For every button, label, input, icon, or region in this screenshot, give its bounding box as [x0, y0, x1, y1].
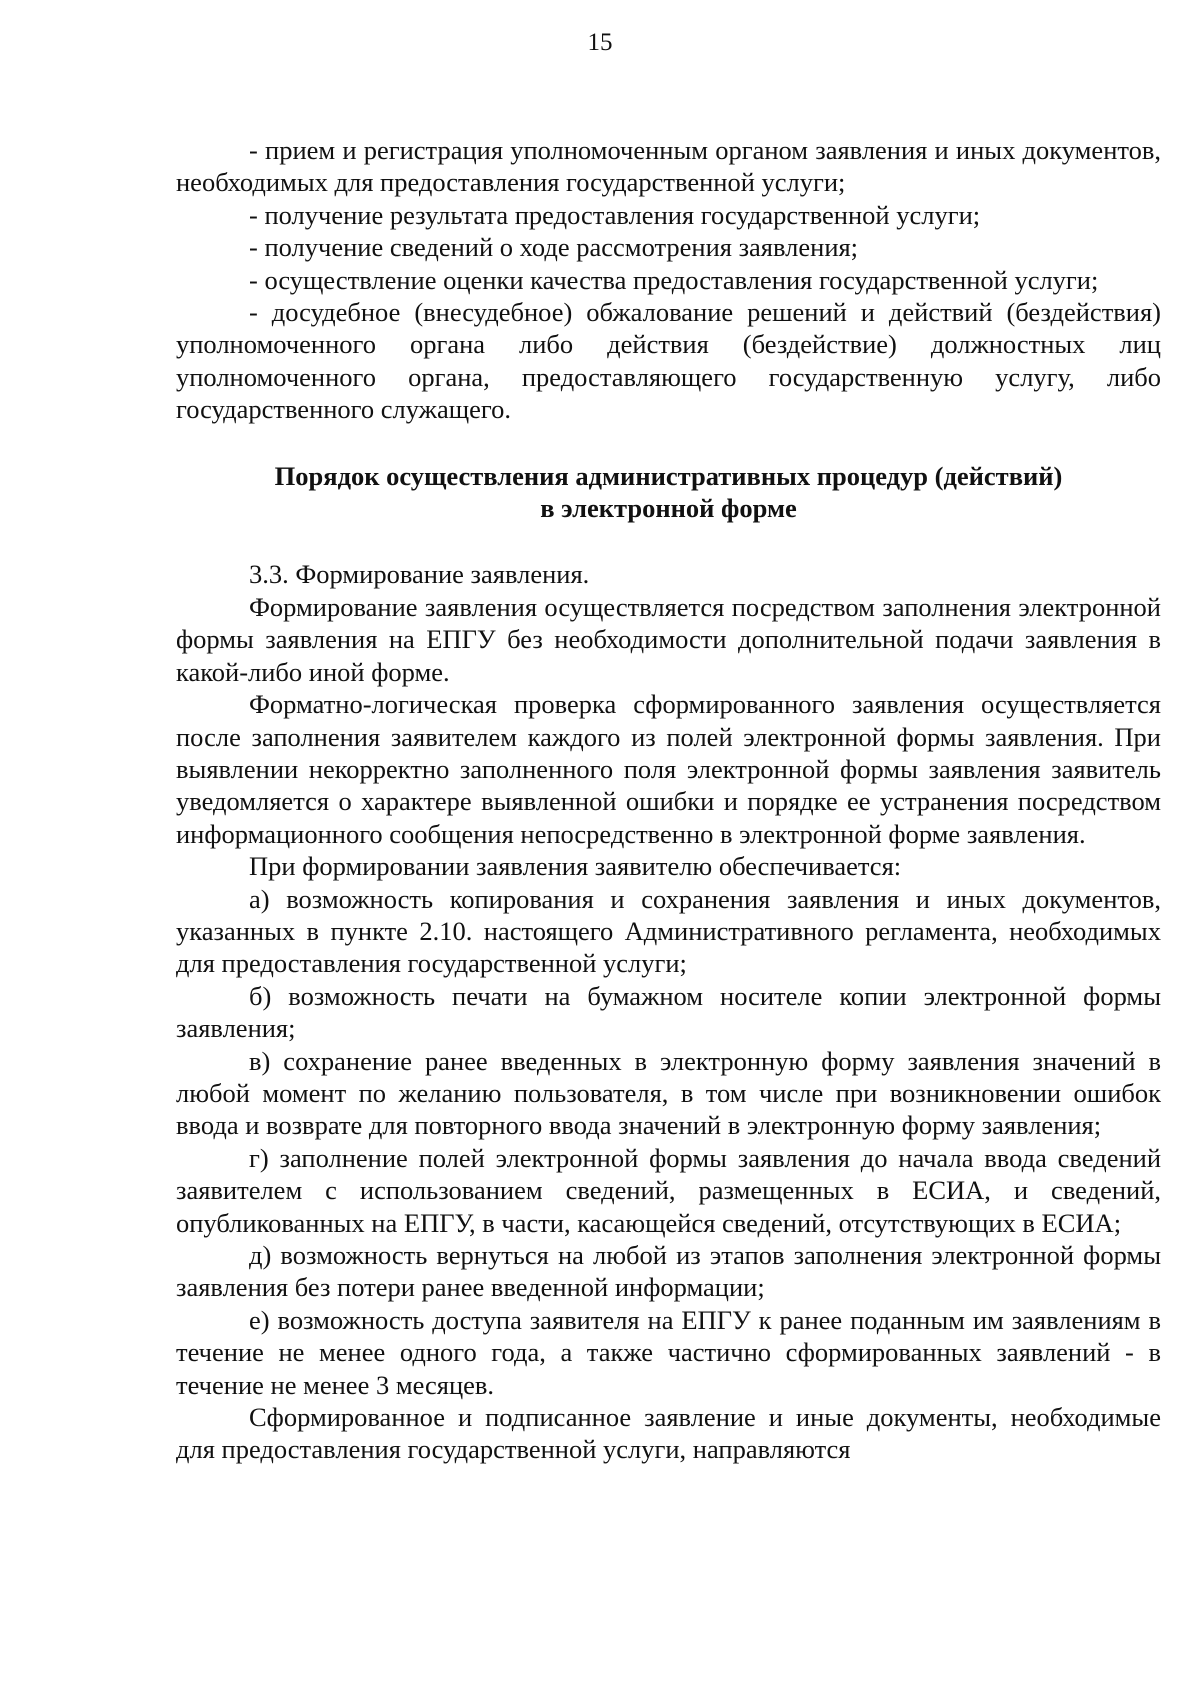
subsection-title: 3.3. Формирование заявления. [249, 559, 590, 590]
section-heading-line-1: Порядок осуществления административных процедур (действий) [274, 460, 1063, 491]
list-item: б) возможность печати на бумажном носителе копии электронной формы заявления; [176, 980, 1161, 1044]
list-item: в) сохранение ранее введенных в электронную форму заявления значений в любой момент по желанию пользователя, в том числе при возникновении ошибок ввода и возврате для повторного ввода значений в электронную форму заявления; [176, 1045, 1161, 1141]
paragraph: - прием и регистрация уполномоченным органом заявления и иных документов, необходимых для предоставления государственной услуги; [176, 135, 1161, 198]
list-item: е) возможность доступа заявителя на ЕПГУ к ранее поданным им заявлениям в течение не менее одного года, а также частично сформированных заявлений - в течение не менее 3 месяцев. [176, 1304, 1161, 1400]
paragraph: Форматно-логическая проверка сформированного заявления осуществляется после заполнения заявителем каждого из полей электронной формы заявления. При выявлении некорректно заполненного поля электронной формы заявления заявитель уведомляется о характере выявленной ошибки и порядке ее устранения посредством информационного сообщения непосредственно в электронной форме заявления. [176, 689, 1161, 849]
paragraph: Формирование заявления осуществляется посредством заполнения электронной формы заявления на ЕПГУ без необходимости дополнительной подачи заявления в какой-либо иной форме. [176, 591, 1161, 687]
page-number: 15 [587, 29, 613, 56]
list-item: а) возможность копирования и сохранения заявления и иных документов, указанных в пункте 2.10. настоящего Административного регламента, необходимых для предоставления государственной услуги; [176, 883, 1161, 979]
spacer [176, 524, 1161, 558]
spacer [176, 426, 1161, 460]
list-item: д) возможность вернуться на любой из этапов заполнения электронной формы заявления без потери ранее введенной информации; [176, 1240, 1161, 1303]
list-item: г) заполнение полей электронной формы заявления до начала ввода сведений заявителем с использованием сведений, размещенных в ЕСИА, и сведений, опубликованных на ЕПГУ, в части, касающейся сведений, отсутствующих в ЕСИА; [176, 1142, 1161, 1238]
section-heading-line-2: в электронной форме [540, 493, 797, 524]
paragraph: - досудебное (внесудебное) обжалование решений и действий (бездействия) уполномоченного органа либо действия (бездействие) должностных лиц уполномоченного органа, предоставляющего государственную услугу, либо государственного служащего. [176, 297, 1161, 425]
page-body [176, 134, 1161, 1466]
paragraph: - получение результата предоставления государственной услуги; [249, 199, 981, 230]
paragraph: - получение сведений о ходе рассмотрения заявления; [249, 232, 859, 263]
paragraph: Сформированное и подписанное заявление и иные документы, необходимые для предоставления государственной услуги, направляются [176, 1402, 1161, 1465]
paragraph: - осуществление оценки качества предоставления государственной услуги; [249, 264, 1099, 295]
paragraph: При формировании заявления заявителю обеспечивается: [249, 851, 902, 882]
